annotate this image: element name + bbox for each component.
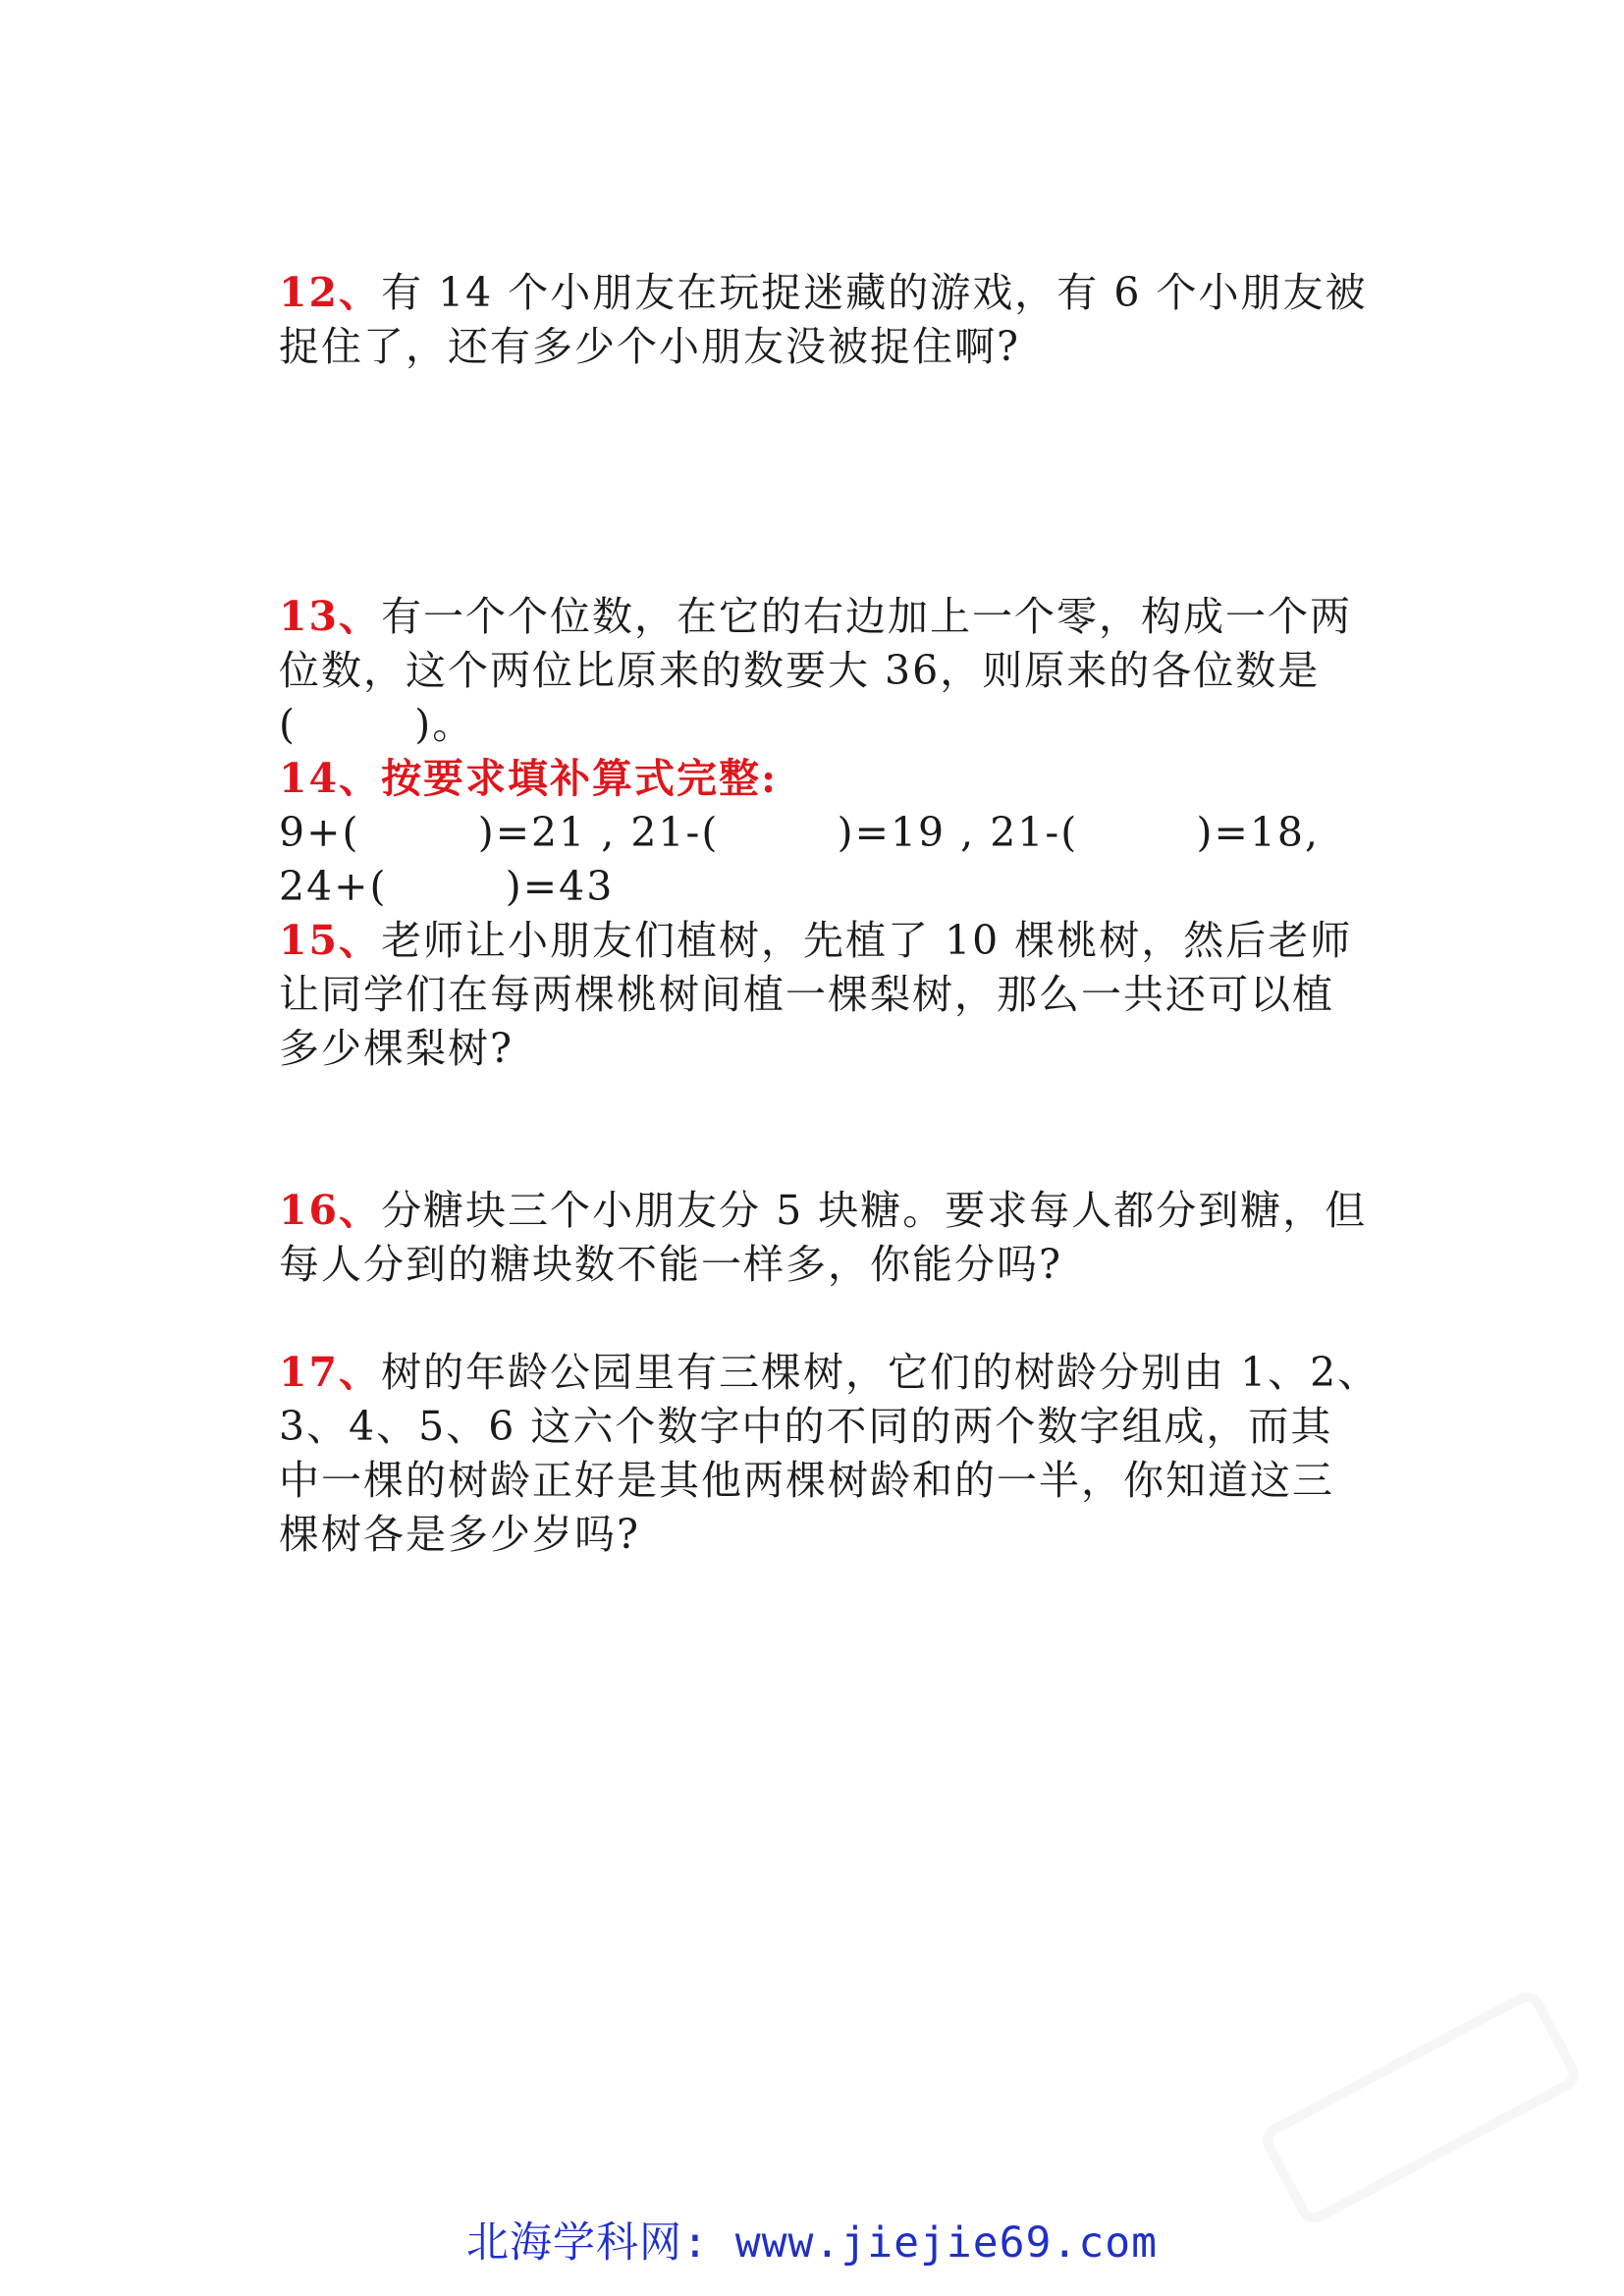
q12-number: 12、 bbox=[279, 269, 382, 316]
q17-line-1 bbox=[279, 1343, 1380, 1402]
q12-line-1 bbox=[279, 263, 1367, 322]
q13-text-1: 有一个个位数，在它的右边加上一个零，构成一个两 bbox=[381, 593, 1353, 640]
q14-line-2 bbox=[279, 857, 614, 916]
q15-text-2: 让同学们在每两棵桃树间植一棵梨树，那么一共还可以植 bbox=[279, 971, 1334, 1018]
q13-line-2 bbox=[279, 641, 1320, 700]
q12-text-2: 捉住了，还有多少个小朋友没被捉住啊? bbox=[279, 323, 1020, 370]
q13-line-3 bbox=[279, 695, 474, 754]
q14-title: 按要求填补算式完整: bbox=[381, 755, 779, 802]
q17-line-4 bbox=[279, 1505, 640, 1564]
q16-line-2 bbox=[279, 1235, 1062, 1294]
q15-number: 15、 bbox=[279, 917, 382, 964]
q13-text-2: 位数，这个两位比原来的数要大 36，则原来的各位数是 bbox=[279, 647, 1321, 694]
q16-number: 16、 bbox=[279, 1187, 382, 1234]
q17-text-1: 树的年龄公园里有三棵树，它们的树龄分别由 1、2、 bbox=[381, 1349, 1380, 1396]
watermark-shape bbox=[1257, 1986, 1585, 2228]
q13-line-1 bbox=[279, 587, 1352, 646]
q14-text-1: 9+( )=21 , 21-( )=19 , 21-( )=18, bbox=[279, 809, 1321, 856]
footer-site-link[interactable]: 北海学科网: www.jiejie69.com bbox=[466, 2218, 1158, 2268]
q13-text-3: ( )。 bbox=[279, 701, 475, 748]
q14-line-1 bbox=[279, 803, 1320, 862]
q15-text-3: 多少棵梨树? bbox=[279, 1025, 514, 1072]
q15-line-1 bbox=[279, 911, 1352, 970]
q17-number: 17、 bbox=[279, 1349, 382, 1396]
q16-line-1 bbox=[279, 1181, 1367, 1240]
q12-text-1: 有 14 个小朋友在玩捉迷藏的游戏，有 6 个小朋友被 bbox=[381, 269, 1368, 316]
q12-line-2 bbox=[279, 317, 1020, 376]
q13-number: 13、 bbox=[279, 593, 382, 640]
q15-line-2 bbox=[279, 965, 1334, 1024]
q17-text-3: 中一棵的树龄正好是其他两棵树龄和的一半，你知道这三 bbox=[279, 1457, 1334, 1504]
q16-text-2: 每人分到的糖块数不能一样多，你能分吗? bbox=[279, 1241, 1062, 1288]
q17-text-4: 棵树各是多少岁吗? bbox=[279, 1511, 640, 1558]
q14-text-2: 24+( )=43 bbox=[279, 863, 615, 910]
q17-line-3 bbox=[279, 1451, 1334, 1510]
watermark-logo bbox=[1243, 1955, 1602, 2246]
q14-title-line bbox=[279, 749, 778, 808]
q15-line-3 bbox=[279, 1019, 514, 1078]
q14-number: 14、 bbox=[279, 755, 382, 802]
q16-text-1: 分糖块三个小朋友分 5 块糖。要求每人都分到糖，但 bbox=[381, 1187, 1368, 1234]
q17-text-2: 3、4、5、6 这六个数字中的不同的两个数字组成，而其 bbox=[279, 1403, 1333, 1450]
q17-line-2 bbox=[279, 1397, 1332, 1456]
q15-text-1: 老师让小朋友们植树，先植了 10 棵桃树，然后老师 bbox=[381, 917, 1353, 964]
